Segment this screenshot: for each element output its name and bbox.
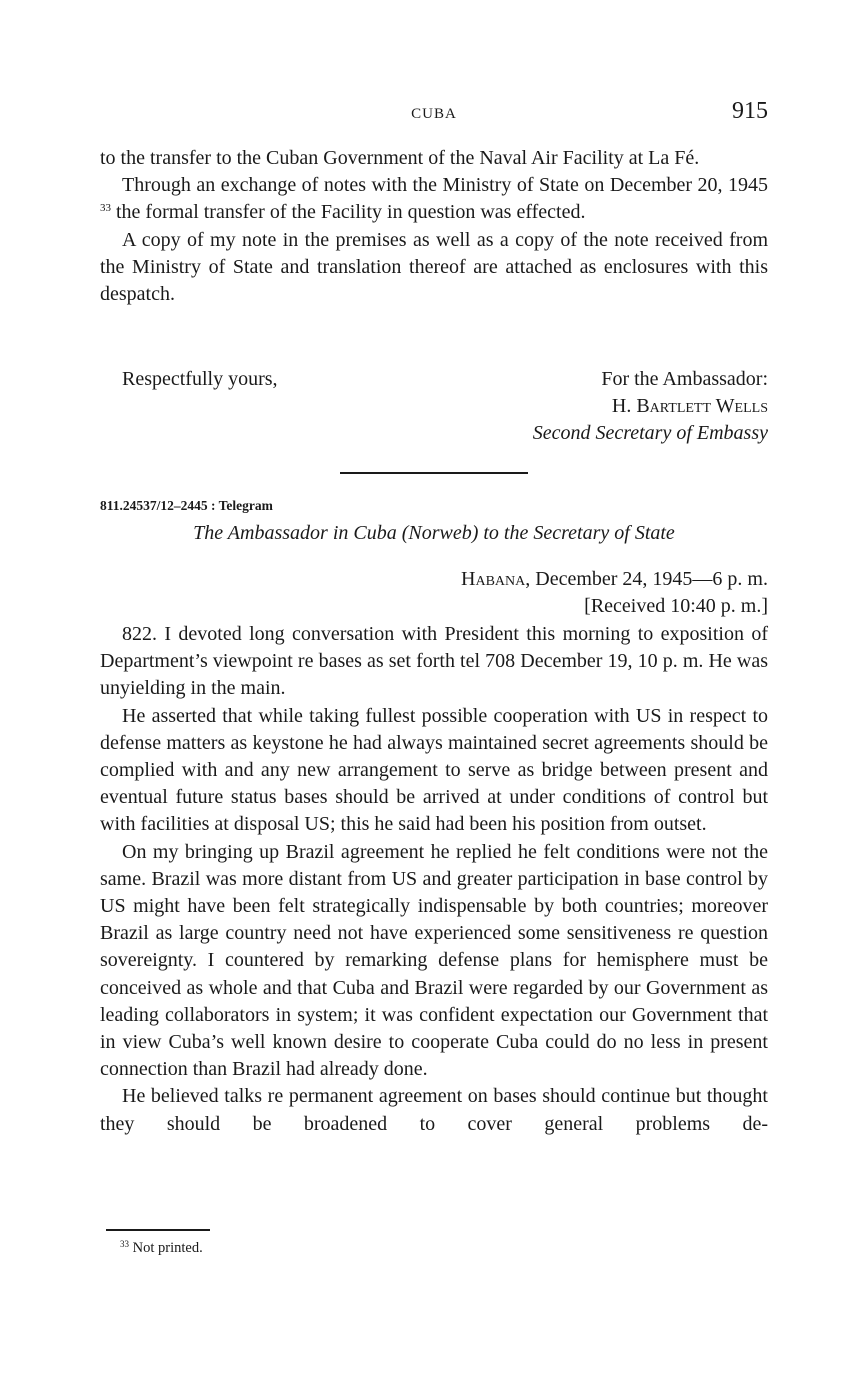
file-reference: 811.24537/12–2445 : Telegram <box>100 498 273 513</box>
signer-title: Second Secretary of Embassy <box>532 422 768 445</box>
place: Habana <box>461 568 526 590</box>
paragraph: 822. I devoted long conversation with President this morning to exposition of Department’s viewpoint re bases as set forth tel 708 December 19, 10 p. m. He was unyielding in the main. <box>100 623 768 700</box>
telegram-body <box>100 621 768 1138</box>
paragraph: He believed talks re permanent agreement on bases should continue but thought they should be broadened to cover general problems de- <box>100 1085 768 1135</box>
dateline <box>461 566 768 620</box>
footnote-marker: 33 <box>120 1239 129 1249</box>
opening-paragraphs <box>100 145 768 308</box>
running-title: CUBA <box>411 106 457 122</box>
paragraph <box>100 172 768 226</box>
date-time: , December 24, 1945—6 p. m. <box>525 568 768 590</box>
paragraph-text: the formal transfer of the Facility in question was effected. <box>111 201 586 224</box>
signature-block <box>533 366 768 448</box>
paragraph: On my bringing up Brazil agreement he replied he felt conditions were not the same. Brazil was more distant from US and greater participation in base control by US might have been felt strategically indispensable by both countries; moreover Brazil as large country need not have experienced some sensitiveness re question sovereignty. I countered by remarking defense plans for hemisphere must be conceived as whole and that Cuba and Brazil were regarded by our Government as leading collaborators in system; it was confident expectation our Government that in view Cuba’s well known desire to cooperate Cuba could do no less in present connection than Brazil had already done. <box>100 840 768 1081</box>
footnote-reference: 33 <box>100 202 111 215</box>
footnote <box>120 1240 203 1257</box>
section-divider <box>340 472 528 474</box>
footnote-text: Not printed. <box>129 1240 203 1256</box>
running-head <box>100 98 768 132</box>
signer-name: H. Bartlett Wells <box>611 395 768 418</box>
received-note: [Received 10:40 p. m.] <box>584 595 768 618</box>
for-line: For the Ambassador: <box>601 368 768 390</box>
page-number: 915 <box>732 98 768 124</box>
footnote-divider <box>106 1229 210 1231</box>
salutation: Respectfully yours, <box>122 368 278 390</box>
paragraph: A copy of my note in the premises as well as a copy of the note received from the Ministry of State and translation thereof are attached as enclosures with this despatch. <box>100 228 768 306</box>
paragraph: to the transfer to the Cuban Government of the Naval Air Facility at La Fé. <box>100 147 700 169</box>
paragraph-text: Through an exchange of notes with the Ministry of State on December 20, 1945 <box>122 174 768 197</box>
paragraph: He asserted that while taking fullest possible cooperation with US in respect to defense matters as keystone he had always maintained secret agreements should be complied with and any new arrangement to serve as bridge between present and eventual future status bases should be arrived at under conditions of control but with facilities at disposal US; this he said had been his position from outset. <box>100 704 768 836</box>
document-title: The Ambassador in Cuba (Norweb) to the Secretary of State <box>193 522 675 544</box>
